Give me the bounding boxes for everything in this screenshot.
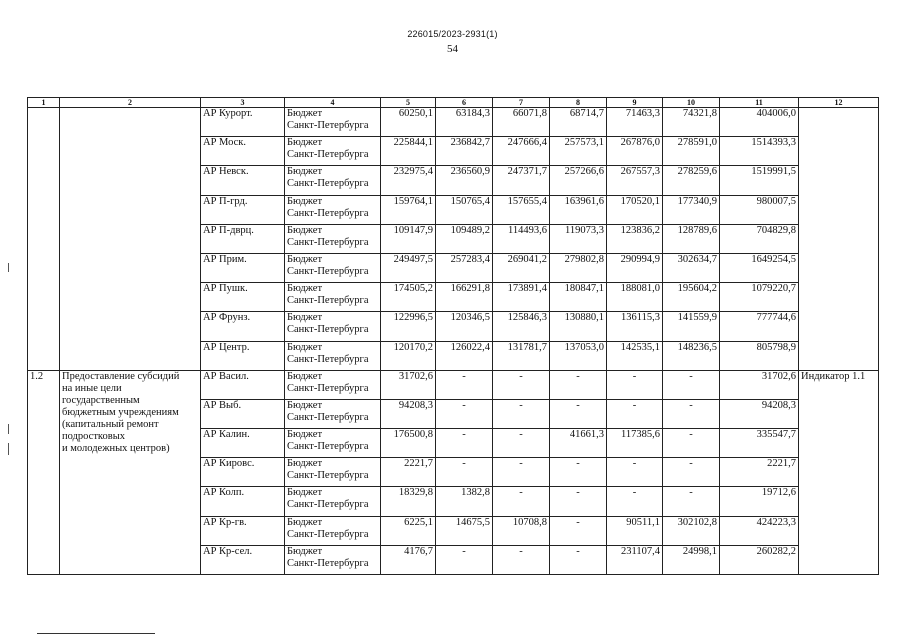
section-title-line: бюджетным учреждениям: [62, 406, 179, 418]
section-title-line: Предоставление субсидий: [62, 370, 180, 382]
value-cell: 131781,7: [493, 341, 550, 370]
value-cell: -: [493, 429, 550, 458]
column-number: 7: [493, 98, 550, 108]
value-cell: 180847,1: [550, 283, 607, 312]
column-number: 2: [60, 98, 201, 108]
funding-source-cell: [285, 370, 381, 399]
column-number: 12: [799, 98, 879, 108]
funding-source-cell: [285, 516, 381, 545]
funding-source-line: Санкт-Петербурга: [287, 528, 369, 540]
value-cell: 257266,6: [550, 166, 607, 195]
value-cell: 126022,4: [436, 341, 493, 370]
total-cell: 980007,5: [720, 195, 799, 224]
section-title-line: подростковых: [62, 430, 125, 442]
value-cell: -: [607, 399, 663, 428]
scan-mark: [8, 443, 9, 455]
value-cell: 148236,5: [663, 341, 720, 370]
value-cell: -: [550, 370, 607, 399]
total-cell: 704829,8: [720, 224, 799, 253]
scan-mark: [8, 424, 9, 434]
district-cell: АР Курорт.: [201, 108, 285, 137]
value-cell: -: [607, 458, 663, 487]
value-cell: 188081,0: [607, 283, 663, 312]
district-cell: АР П-дврц.: [201, 224, 285, 253]
funding-source-line: Бюджет: [287, 108, 323, 119]
value-cell: 163961,6: [550, 195, 607, 224]
funding-source-line: Бюджет: [287, 195, 323, 207]
funding-source-line: Санкт-Петербурга: [287, 470, 369, 482]
value-cell: 232975,4: [381, 166, 436, 195]
table-row: [28, 370, 879, 399]
value-cell: -: [663, 399, 720, 428]
funding-source-line: Санкт-Петербурга: [287, 149, 369, 161]
value-cell: 236560,9: [436, 166, 493, 195]
footer-rule: [37, 633, 155, 634]
value-cell: 137053,0: [550, 341, 607, 370]
district-cell: АР Кировс.: [201, 458, 285, 487]
value-cell: 1382,8: [436, 487, 493, 516]
value-cell: -: [607, 370, 663, 399]
budget-table: [27, 97, 879, 575]
funding-source-line: Бюджет: [287, 370, 323, 382]
value-cell: -: [436, 370, 493, 399]
column-number: 1: [28, 98, 60, 108]
value-cell: 94208,3: [381, 399, 436, 428]
column-number: 4: [285, 98, 381, 108]
value-cell: 231107,4: [607, 545, 663, 574]
value-cell: 257283,4: [436, 253, 493, 282]
total-cell: 31702,6: [720, 370, 799, 399]
column-number: 3: [201, 98, 285, 108]
district-cell: АР Прим.: [201, 253, 285, 282]
district-cell: АР Фрунз.: [201, 312, 285, 341]
value-cell: 290994,9: [607, 253, 663, 282]
value-cell: 109489,2: [436, 224, 493, 253]
total-cell: 1514393,3: [720, 137, 799, 166]
value-cell: 4176,7: [381, 545, 436, 574]
funding-source-line: Бюджет: [287, 516, 323, 528]
funding-source-line: Санкт-Петербурга: [287, 324, 369, 336]
funding-source-cell: [285, 166, 381, 195]
value-cell: 128789,6: [663, 224, 720, 253]
value-cell: -: [663, 458, 720, 487]
value-cell: -: [436, 429, 493, 458]
value-cell: 71463,3: [607, 108, 663, 137]
value-cell: 130880,1: [550, 312, 607, 341]
funding-source-cell: [285, 253, 381, 282]
district-cell: АР Кр-сел.: [201, 545, 285, 574]
total-cell: 335547,7: [720, 429, 799, 458]
value-cell: -: [550, 545, 607, 574]
value-cell: 125846,3: [493, 312, 550, 341]
total-cell: 777744,6: [720, 312, 799, 341]
total-cell: 1079220,7: [720, 283, 799, 312]
empty-cell: [60, 108, 201, 371]
funding-source-line: Бюджет: [287, 458, 323, 470]
funding-source-line: Санкт-Петербурга: [287, 178, 369, 190]
funding-source-line: Бюджет: [287, 341, 323, 353]
value-cell: -: [663, 370, 720, 399]
district-cell: АР Моск.: [201, 137, 285, 166]
value-cell: 247666,4: [493, 137, 550, 166]
document-id: 226015/2023-2931(1): [407, 29, 498, 39]
column-number: 11: [720, 98, 799, 108]
column-number: 9: [607, 98, 663, 108]
value-cell: -: [493, 545, 550, 574]
funding-source-cell: [285, 195, 381, 224]
value-cell: 120170,2: [381, 341, 436, 370]
value-cell: 2221,7: [381, 458, 436, 487]
value-cell: -: [493, 370, 550, 399]
section-title-line: на иные цели: [62, 382, 122, 394]
district-cell: АР Выб.: [201, 399, 285, 428]
funding-source-line: Бюджет: [287, 253, 323, 265]
funding-source-line: Санкт-Петербурга: [287, 207, 369, 219]
value-cell: -: [550, 487, 607, 516]
funding-source-cell: [285, 399, 381, 428]
value-cell: 247371,7: [493, 166, 550, 195]
funding-source-line: Бюджет: [287, 283, 323, 295]
funding-source-cell: [285, 341, 381, 370]
funding-source-line: Санкт-Петербурга: [287, 353, 369, 365]
district-cell: АР П-грд.: [201, 195, 285, 224]
table-row: [28, 108, 879, 137]
value-cell: 302634,7: [663, 253, 720, 282]
total-cell: 2221,7: [720, 458, 799, 487]
value-cell: 60250,1: [381, 108, 436, 137]
value-cell: 267876,0: [607, 137, 663, 166]
column-number: 5: [381, 98, 436, 108]
value-cell: 195604,2: [663, 283, 720, 312]
total-cell: 19712,6: [720, 487, 799, 516]
value-cell: 249497,5: [381, 253, 436, 282]
funding-source-cell: [285, 312, 381, 341]
value-cell: 122996,5: [381, 312, 436, 341]
funding-source-cell: [285, 283, 381, 312]
value-cell: 170520,1: [607, 195, 663, 224]
value-cell: -: [663, 487, 720, 516]
page-number: 54: [447, 43, 458, 55]
value-cell: 41661,3: [550, 429, 607, 458]
value-cell: 24998,1: [663, 545, 720, 574]
section-title-line: государственным: [62, 394, 140, 406]
value-cell: 267557,3: [607, 166, 663, 195]
value-cell: -: [550, 458, 607, 487]
funding-source-cell: [285, 487, 381, 516]
value-cell: 173891,4: [493, 283, 550, 312]
value-cell: 109147,9: [381, 224, 436, 253]
value-cell: 174505,2: [381, 283, 436, 312]
value-cell: -: [493, 399, 550, 428]
funding-source-cell: [285, 224, 381, 253]
value-cell: 236842,7: [436, 137, 493, 166]
scan-mark: [8, 263, 9, 272]
funding-source-line: Бюджет: [287, 429, 323, 441]
funding-source-line: Бюджет: [287, 312, 323, 324]
value-cell: 6225,1: [381, 516, 436, 545]
district-cell: АР Пушк.: [201, 283, 285, 312]
section-title-line: и молодежных центров): [62, 442, 170, 454]
district-cell: АР Васил.: [201, 370, 285, 399]
value-cell: 10708,8: [493, 516, 550, 545]
value-cell: -: [550, 516, 607, 545]
funding-source-line: Санкт-Петербурга: [287, 236, 369, 248]
value-cell: 279802,8: [550, 253, 607, 282]
value-cell: 225844,1: [381, 137, 436, 166]
total-cell: 1519991,5: [720, 166, 799, 195]
funding-source-cell: [285, 458, 381, 487]
value-cell: 257573,1: [550, 137, 607, 166]
value-cell: 63184,3: [436, 108, 493, 137]
value-cell: -: [436, 399, 493, 428]
section-number: 1.2: [28, 370, 60, 574]
funding-source-line: Санкт-Петербурга: [287, 382, 369, 394]
section-title: [60, 370, 201, 574]
total-cell: 94208,3: [720, 399, 799, 428]
value-cell: 150765,4: [436, 195, 493, 224]
value-cell: 123836,2: [607, 224, 663, 253]
value-cell: 269041,2: [493, 253, 550, 282]
funding-source-line: Санкт-Петербурга: [287, 557, 369, 569]
district-cell: АР Калин.: [201, 429, 285, 458]
value-cell: 141559,9: [663, 312, 720, 341]
value-cell: -: [493, 487, 550, 516]
funding-source-line: Санкт-Петербурга: [287, 295, 369, 307]
value-cell: 90511,1: [607, 516, 663, 545]
district-cell: АР Колп.: [201, 487, 285, 516]
funding-source-line: Санкт-Петербурга: [287, 499, 369, 511]
funding-source-line: Санкт-Петербурга: [287, 441, 369, 453]
value-cell: 278259,6: [663, 166, 720, 195]
value-cell: -: [663, 429, 720, 458]
value-cell: 117385,6: [607, 429, 663, 458]
value-cell: 31702,6: [381, 370, 436, 399]
total-cell: 1649254,5: [720, 253, 799, 282]
funding-source-cell: [285, 545, 381, 574]
value-cell: 74321,8: [663, 108, 720, 137]
funding-source-line: Бюджет: [287, 487, 323, 499]
value-cell: 68714,7: [550, 108, 607, 137]
section-title-line: (капитальный ремонт: [62, 418, 159, 430]
funding-source-cell: [285, 429, 381, 458]
value-cell: 177340,9: [663, 195, 720, 224]
value-cell: 159764,1: [381, 195, 436, 224]
column-number: 10: [663, 98, 720, 108]
total-cell: 404006,0: [720, 108, 799, 137]
column-number-row: [28, 98, 879, 108]
total-cell: 424223,3: [720, 516, 799, 545]
column-number: 6: [436, 98, 493, 108]
funding-source-line: Санкт-Петербурга: [287, 411, 369, 423]
funding-source-line: Бюджет: [287, 137, 323, 149]
district-cell: АР Невск.: [201, 166, 285, 195]
funding-source-line: Бюджет: [287, 545, 323, 557]
column-number: 8: [550, 98, 607, 108]
value-cell: -: [436, 458, 493, 487]
value-cell: 157655,4: [493, 195, 550, 224]
value-cell: 14675,5: [436, 516, 493, 545]
funding-source-line: Бюджет: [287, 224, 323, 236]
total-cell: 260282,2: [720, 545, 799, 574]
value-cell: -: [493, 458, 550, 487]
value-cell: 119073,3: [550, 224, 607, 253]
value-cell: -: [607, 487, 663, 516]
total-cell: 805798,9: [720, 341, 799, 370]
value-cell: 142535,1: [607, 341, 663, 370]
value-cell: 120346,5: [436, 312, 493, 341]
funding-source-cell: [285, 137, 381, 166]
district-cell: АР Кр-гв.: [201, 516, 285, 545]
district-cell: АР Центр.: [201, 341, 285, 370]
value-cell: -: [550, 399, 607, 428]
empty-cell: [28, 108, 60, 371]
value-cell: 66071,8: [493, 108, 550, 137]
value-cell: 136115,3: [607, 312, 663, 341]
funding-source-cell: [285, 108, 381, 137]
funding-source-line: Бюджет: [287, 166, 323, 178]
value-cell: 176500,8: [381, 429, 436, 458]
value-cell: -: [436, 545, 493, 574]
value-cell: 18329,8: [381, 487, 436, 516]
funding-source-line: Санкт-Петербурга: [287, 265, 369, 277]
funding-source-line: Санкт-Петербурга: [287, 120, 369, 131]
empty-cell: [799, 108, 879, 371]
value-cell: 302102,8: [663, 516, 720, 545]
value-cell: 278591,0: [663, 137, 720, 166]
value-cell: 166291,8: [436, 283, 493, 312]
funding-source-line: Бюджет: [287, 399, 323, 411]
value-cell: 114493,6: [493, 224, 550, 253]
indicator-cell: Индикатор 1.1: [799, 370, 879, 574]
